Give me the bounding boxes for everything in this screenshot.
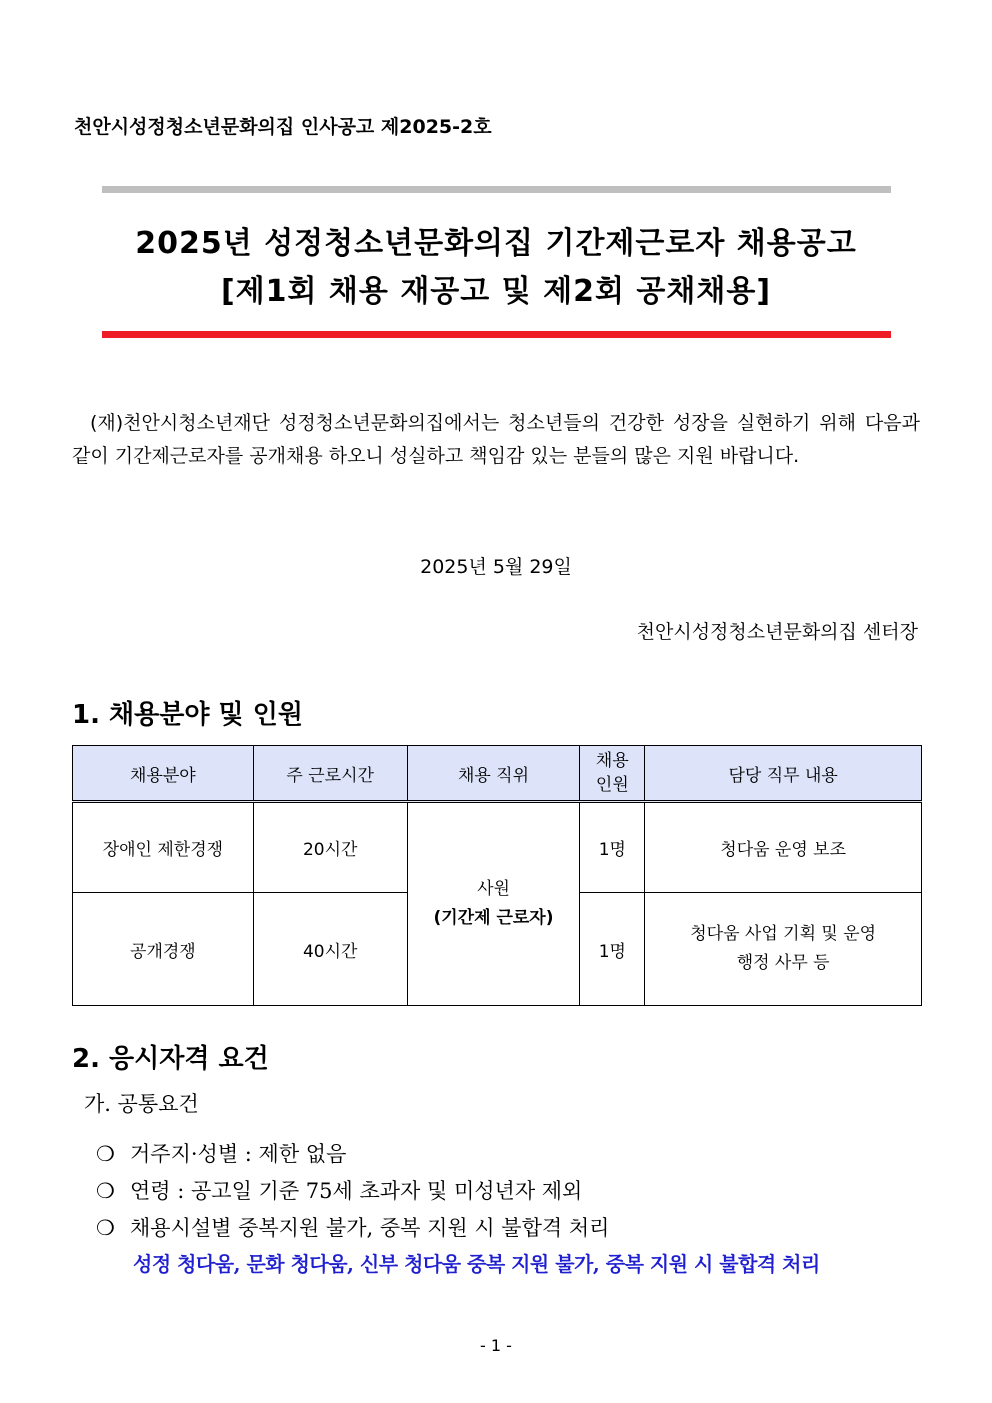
section2-heading: 2. 응시자격 요건	[72, 1044, 269, 1074]
duty-cell: 청다움 운영 보조	[645, 802, 922, 893]
table-row	[73, 802, 922, 893]
signer: 천안시성정청소년문화의집 센터장	[636, 621, 918, 643]
circle-bullet-icon: ❍	[96, 1179, 115, 1203]
list-item	[96, 1136, 609, 1173]
gray-divider	[102, 186, 891, 193]
notice-number: 천안시성정청소년문화의집 인사공고 제2025-2호	[74, 116, 492, 138]
column-header: 담당 직무 내용	[645, 746, 922, 802]
intro-text: (재)천안시청소년재단 성정청소년문화의집에서는 청소년들의 건강한 성장을 실현하기 위해 다음과 같이 기간제근로자를 공개채용 하오니 성실하고 책임감 있는 분들의 많은 지원 바랍니다.	[72, 412, 920, 467]
field-cell: 공개경쟁	[73, 893, 254, 1006]
duplicate-application-note: 성정 청다움, 문화 청다움, 신부 청다움 중복 지원 불가, 중복 지원 시 불합격 처리	[133, 1252, 820, 1276]
page-title: 2025년 성정청소년문화의집 기간제근로자 채용공고	[135, 226, 857, 261]
column-header: 채용 인원	[580, 746, 645, 802]
column-header: 채용분야	[73, 746, 254, 802]
circle-bullet-icon: ❍	[96, 1142, 115, 1166]
table-header-row	[73, 746, 922, 802]
hours-cell: 20시간	[253, 802, 407, 893]
subsection-heading: 가. 공통요건	[84, 1092, 199, 1116]
field-cell: 장애인 제한경쟁	[73, 802, 254, 893]
count-cell: 1명	[580, 893, 645, 1006]
duty-line: 행정 사무 등	[736, 953, 830, 973]
recruitment-table	[72, 745, 922, 1006]
list-item	[96, 1173, 609, 1210]
requirements-list	[96, 1136, 609, 1247]
column-header: 주 근로시간	[253, 746, 407, 802]
duty-line: 청다움 사업 기획 및 운영	[690, 924, 877, 944]
red-divider	[102, 331, 891, 338]
list-item	[96, 1210, 609, 1247]
hours-cell: 40시간	[253, 893, 407, 1006]
page-subtitle: [제1회 채용 재공고 및 제2회 공채채용]	[220, 274, 772, 309]
column-header: 채용 직위	[407, 746, 580, 802]
position-type: (기간제 근로자)	[433, 908, 554, 928]
section1-heading: 1. 채용분야 및 인원	[72, 700, 303, 730]
count-cell: 1명	[580, 802, 645, 893]
intro-paragraph	[72, 407, 920, 473]
position-title: 사원	[477, 879, 510, 899]
duty-cell	[645, 893, 922, 1006]
circle-bullet-icon: ❍	[96, 1216, 115, 1240]
list-item-text: 채용시설별 중복지원 불가, 중복 지원 시 불합격 처리	[130, 1216, 610, 1240]
list-item-text: 연령 : 공고일 기준 75세 초과자 및 미성년자 제외	[130, 1179, 583, 1203]
list-item-text: 거주지·성별 : 제한 없음	[130, 1142, 347, 1166]
position-cell	[407, 802, 580, 1006]
notice-date: 2025년 5월 29일	[420, 556, 572, 578]
page-number: - 1 -	[480, 1336, 512, 1355]
